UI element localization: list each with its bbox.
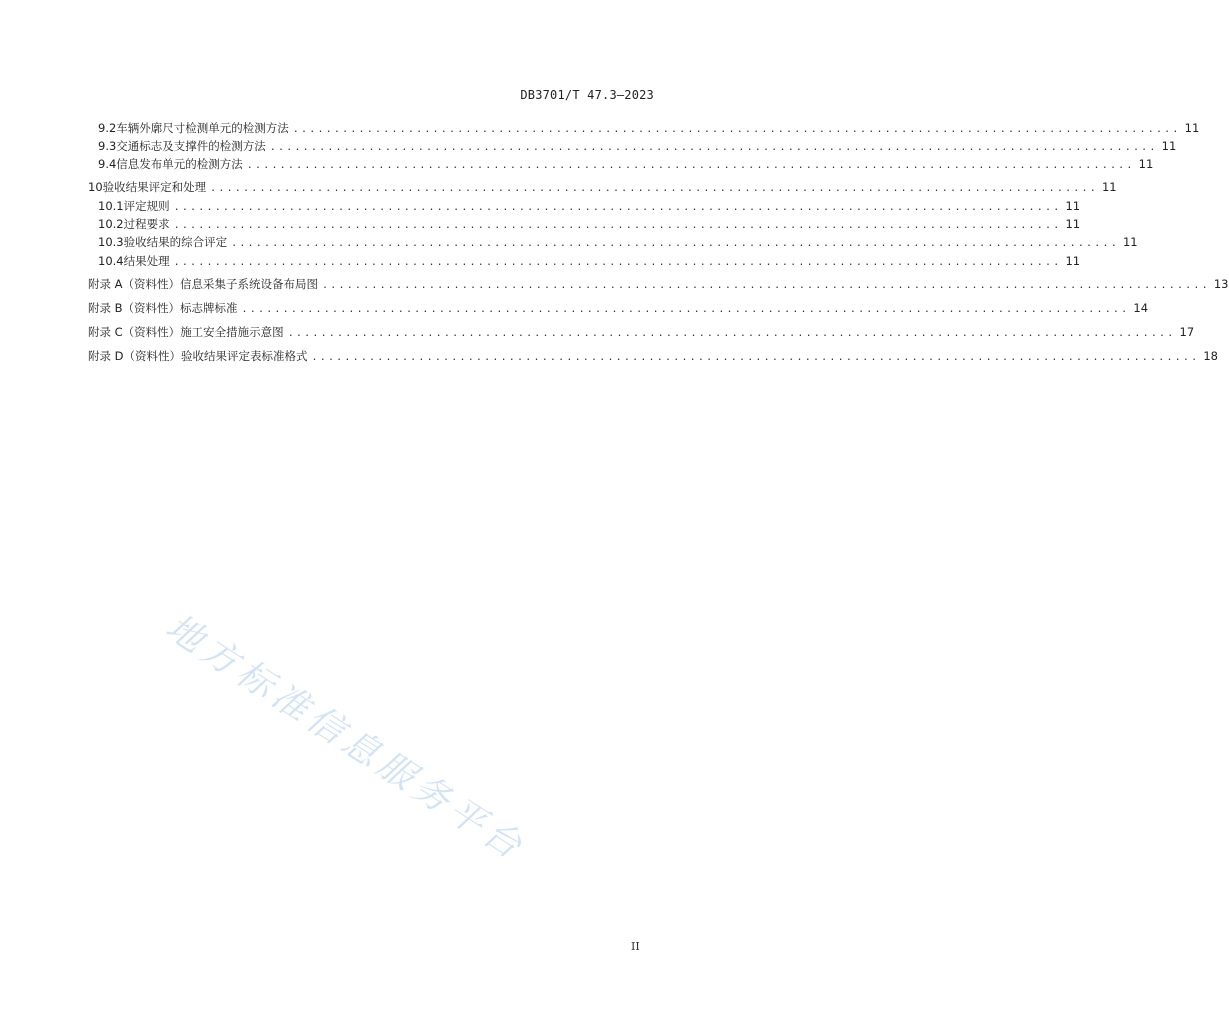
toc-entry-page: 18	[1203, 349, 1218, 363]
toc-dot-leader: ............................................................................................................	[173, 220, 1062, 231]
toc-dot-leader: ............................................................................................................	[173, 257, 1062, 268]
toc-entry-page: 11	[1065, 199, 1081, 213]
toc-entry-appendix-a[interactable]	[88, 277, 1229, 293]
toc-entry-title: 施工安全措施示意图	[180, 325, 284, 339]
toc-dot-leader: ............................................................................................................	[292, 124, 1181, 135]
toc-entry-10-3[interactable]	[98, 235, 1138, 251]
toc-dot-leader: ............................................................................................................	[322, 280, 1210, 291]
toc-entry-page: 17	[1179, 325, 1195, 339]
toc-entry-page: 11	[1184, 121, 1200, 135]
toc-entry-number: 附录 A（资料性）	[88, 277, 181, 291]
toc-entry-page: 11	[1122, 235, 1138, 249]
toc-entry-page: 13	[1213, 277, 1229, 291]
toc-entry-title: 信息发布单元的检测方法	[116, 157, 243, 171]
toc-entry-title: 信息采集子系统设备布局图	[180, 277, 319, 291]
toc-entry-title: 验收结果评定和处理	[102, 180, 207, 194]
toc-entry-number: 附录 C（资料性）	[88, 325, 181, 339]
toc-entry-appendix-d[interactable]	[88, 349, 1218, 365]
toc-entry-title: 交通标志及支撑件的检测方法	[116, 139, 266, 153]
document-id-header: DB3701/T 47.3—2023	[520, 88, 654, 102]
toc-entry-number: 10.3	[98, 235, 124, 249]
toc-entry-number: 附录 B（资料性）	[88, 301, 181, 315]
toc-entry-number: 9.4	[98, 157, 117, 171]
toc-entry-appendix-b[interactable]	[88, 301, 1149, 317]
page-number: II	[631, 940, 640, 953]
toc-entry-10-2[interactable]	[98, 217, 1081, 233]
toc-entry-page: 11	[1101, 180, 1117, 194]
toc-entry-number: 10.2	[98, 217, 124, 231]
toc-dot-leader: ............................................................................................................	[311, 352, 1200, 363]
toc-entry-title: 结果处理	[123, 254, 170, 268]
toc-entry-10-1[interactable]	[98, 199, 1081, 215]
toc-entry-9-2[interactable]	[98, 121, 1200, 137]
toc-entry-page: 11	[1065, 217, 1081, 231]
toc-entry-title: 过程要求	[123, 217, 170, 231]
toc-dot-leader: ............................................................................................................	[246, 160, 1135, 171]
toc-entry-number: 10	[88, 180, 103, 194]
toc-dot-leader: ............................................................................................................	[231, 238, 1119, 249]
toc-entry-number: 9.3	[98, 139, 117, 153]
toc-entry-page: 11	[1138, 157, 1154, 171]
toc-entry-10-4[interactable]	[98, 254, 1081, 270]
watermark: 地方标准信息服务平台	[158, 606, 533, 870]
toc-entry-10[interactable]	[88, 180, 1117, 196]
toc-entry-number: 10.1	[98, 199, 124, 213]
toc-entry-9-3[interactable]	[98, 139, 1177, 155]
toc-entry-number: 9.2	[98, 121, 117, 135]
toc-entry-title: 验收结果评定表标准格式	[181, 349, 308, 363]
toc-entry-appendix-c[interactable]	[88, 325, 1195, 341]
toc-dot-leader: ............................................................................................................	[287, 328, 1176, 339]
toc-dot-leader: ............................................................................................................	[269, 142, 1158, 153]
toc-entry-page: 11	[1161, 139, 1177, 153]
toc-entry-9-4[interactable]	[98, 157, 1154, 173]
toc-entry-number: 附录 D（资料性）	[88, 349, 182, 363]
toc-entry-page: 14	[1133, 301, 1149, 315]
toc-entry-title: 标志牌标准	[180, 301, 238, 315]
toc-entry-page: 11	[1065, 254, 1081, 268]
toc-dot-leader: ............................................................................................................	[173, 202, 1062, 213]
toc-entry-title: 验收结果的综合评定	[123, 235, 228, 249]
toc-dot-leader: ............................................................................................................	[241, 304, 1130, 315]
toc-entry-title: 评定规则	[123, 199, 170, 213]
toc-dot-leader: ............................................................................................................	[210, 183, 1098, 194]
toc-entry-number: 10.4	[98, 254, 124, 268]
toc-entry-title: 车辆外廓尺寸检测单元的检测方法	[116, 121, 289, 135]
